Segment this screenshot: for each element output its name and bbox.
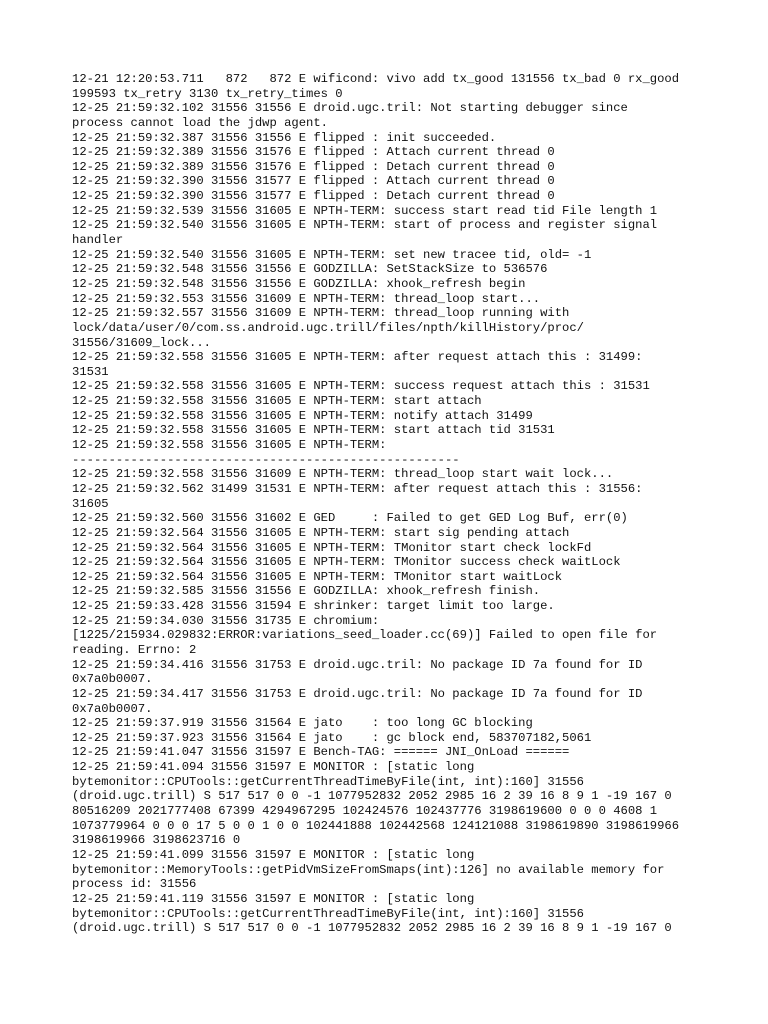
log-line: 31556/31609_lock... [72,335,211,350]
log-line: 12-25 21:59:37.919 31556 31564 E jato : too long GC blocking [72,716,533,731]
log-line: 12-25 21:59:32.558 31556 31605 E NPTH-TERM: after request attach this : 31499: [72,350,643,365]
log-line: [1225/215934.029832:ERROR:variations_seed_loader.cc(69)] Failed to open file for [72,628,658,643]
log-line: 199593 tx_retry 3130 tx_retry_times 0 [72,86,343,101]
log-line: 12-25 21:59:32.564 31556 31605 E NPTH-TERM: TMonitor start check lockFd [72,540,592,555]
log-line: 12-25 21:59:32.564 31556 31605 E NPTH-TERM: TMonitor success check waitLock [72,555,621,570]
log-line: 12-25 21:59:32.540 31556 31605 E NPTH-TERM: start of process and register signal [72,218,658,233]
log-line: 12-25 21:59:32.548 31556 31556 E GODZILLA: SetStackSize to 536576 [72,262,548,277]
log-line: 12-21 12:20:53.711 872 872 E wificond: vivo add tx_good 131556 tx_bad 0 rx_good [72,72,680,86]
log-line: 12-25 21:59:32.539 31556 31605 E NPTH-TERM: success start read tid File length 1 [72,203,658,218]
log-line: 12-25 21:59:32.389 31556 31576 E flipped : Attach current thread 0 [72,145,555,160]
log-line: bytemonitor::CPUTools::getCurrentThreadTimeByFile(int, int):160] 31556 [72,906,584,921]
log-text-block [72,72,712,936]
log-line: bytemonitor::MemoryTools::getPidVmSizeFromSmaps(int):126] no available memory for [72,862,665,877]
log-line: lock/data/user/0/com.ss.android.ugc.trill/files/npth/killHistory/proc/ [72,320,584,335]
log-line: reading. Errno: 2 [72,642,197,657]
log-line: 31531 [72,364,109,379]
log-line: 12-25 21:59:32.102 31556 31556 E droid.ugc.tril: Not starting debugger since [72,101,628,116]
log-line: 31605 [72,496,109,511]
log-line: 12-25 21:59:41.047 31556 31597 E Bench-TAG: ====== JNI_OnLoad ====== [72,745,570,760]
log-line: 12-25 21:59:32.540 31556 31605 E NPTH-TERM: set new tracee tid, old= -1 [72,247,592,262]
log-line: process id: 31556 [72,877,197,892]
log-line: 12-25 21:59:32.558 31556 31605 E NPTH-TERM: success request attach this : 31531 [72,379,650,394]
log-line: process cannot load the jdwp agent. [72,115,328,130]
log-line: 12-25 21:59:32.390 31556 31577 E flipped : Attach current thread 0 [72,174,555,189]
log-line: (droid.ugc.trill) S 517 517 0 0 -1 1077952832 2052 2985 16 2 39 16 8 9 1 -19 167 0 [72,789,672,804]
log-line: 12-25 21:59:41.099 31556 31597 E MONITOR : [static long [72,847,475,862]
log-line: (droid.ugc.trill) S 517 517 0 0 -1 1077952832 2052 2985 16 2 39 16 8 9 1 -19 167 0 [72,921,672,936]
log-line: 12-25 21:59:37.923 31556 31564 E jato : gc block end, 583707182,5061 [72,730,592,745]
log-line: 12-25 21:59:32.564 31556 31605 E NPTH-TERM: start sig pending attach [72,525,570,540]
log-line: 12-25 21:59:32.558 31556 31605 E NPTH-TERM: [72,438,387,453]
log-line: 12-25 21:59:32.558 31556 31605 E NPTH-TERM: notify attach 31499 [72,408,533,423]
log-line: 12-25 21:59:32.560 31556 31602 E GED : Failed to get GED Log Buf, err(0) [72,511,628,526]
log-line: 12-25 21:59:32.390 31556 31577 E flipped : Detach current thread 0 [72,189,555,204]
log-line: 3198619966 3198623716 0 [72,833,241,848]
log-line: 0x7a0b0007. [72,672,153,687]
log-line: handler [72,233,124,248]
log-line: 1073779964 0 0 0 17 5 0 0 1 0 0 102441888 102442568 124121088 3198619890 3198619966 [72,818,680,833]
log-line: ----------------------------------------------------- [72,452,460,467]
log-line: 12-25 21:59:41.119 31556 31597 E MONITOR : [static long [72,891,475,906]
log-line: 12-25 21:59:41.094 31556 31597 E MONITOR : [static long [72,760,475,775]
log-line: 12-25 21:59:34.030 31556 31735 E chromium: [72,613,380,628]
log-line: 12-25 21:59:32.387 31556 31556 E flipped : init succeeded. [72,130,497,145]
log-line: 12-25 21:59:32.558 31556 31609 E NPTH-TERM: thread_loop start wait lock... [72,467,614,482]
log-line: 0x7a0b0007. [72,701,153,716]
log-line: 80516209 2021777408 67399 4294967295 102424576 102437776 3198619600 0 0 0 4608 1 [72,804,658,819]
log-line: 12-25 21:59:32.558 31556 31605 E NPTH-TERM: start attach [72,394,482,409]
log-line: 12-25 21:59:32.562 31499 31531 E NPTH-TERM: after request attach this : 31556: [72,481,643,496]
log-line: 12-25 21:59:32.553 31556 31609 E NPTH-TERM: thread_loop start... [72,291,541,306]
log-line: bytemonitor::CPUTools::getCurrentThreadTimeByFile(int, int):160] 31556 [72,774,584,789]
log-line: 12-25 21:59:32.585 31556 31556 E GODZILLA: xhook_refresh finish. [72,584,541,599]
log-line: 12-25 21:59:34.417 31556 31753 E droid.ugc.tril: No package ID 7a found for ID [72,686,643,701]
log-line: 12-25 21:59:32.558 31556 31605 E NPTH-TERM: start attach tid 31531 [72,423,555,438]
log-line: 12-25 21:59:33.428 31556 31594 E shrinker: target limit too large. [72,599,555,614]
log-line: 12-25 21:59:32.548 31556 31556 E GODZILLA: xhook_refresh begin [72,276,526,291]
log-line: 12-25 21:59:32.564 31556 31605 E NPTH-TERM: TMonitor start waitLock [72,569,563,584]
log-line: 12-25 21:59:32.557 31556 31609 E NPTH-TERM: thread_loop running with [72,306,570,321]
log-line: 12-25 21:59:32.389 31556 31576 E flipped : Detach current thread 0 [72,159,555,174]
log-line: 12-25 21:59:34.416 31556 31753 E droid.ugc.tril: No package ID 7a found for ID [72,657,643,672]
